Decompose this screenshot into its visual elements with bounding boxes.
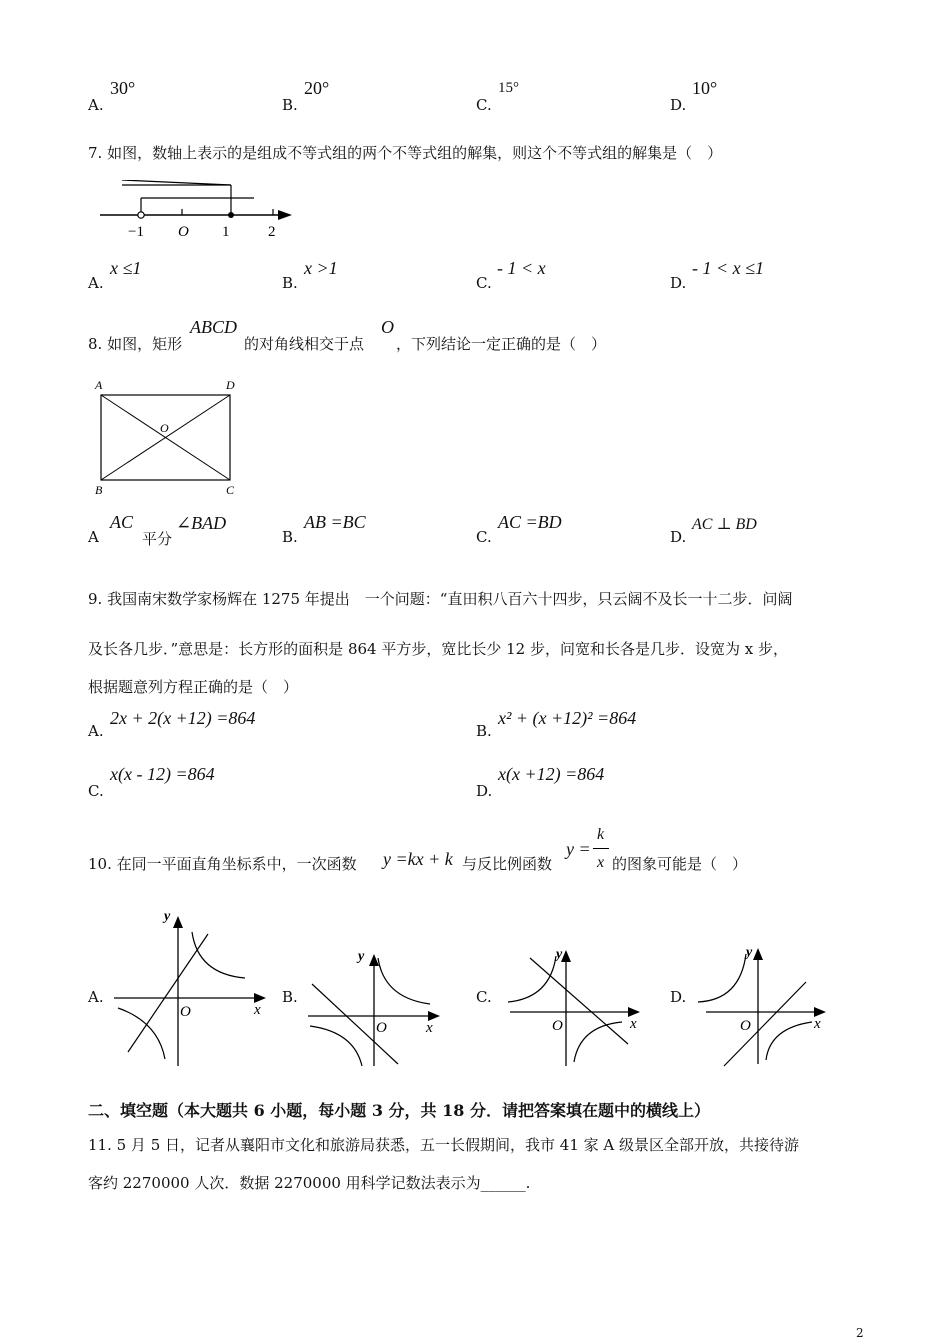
- q7-axis-arrow: [278, 210, 292, 220]
- q8-vertex-o: O: [160, 421, 169, 435]
- q8-point-name: O: [381, 317, 394, 337]
- q8-option-b-label: B.: [282, 528, 298, 546]
- q7-tick-label-1: 1: [222, 224, 230, 240]
- q6-option-d-value: 10°: [692, 78, 718, 98]
- q10b-origin-label: O: [376, 1020, 387, 1036]
- q6-option-d-label: D.: [670, 96, 687, 114]
- q10-graph-a: [110, 904, 270, 1069]
- q9-line2: 及长各几步．”意思是：长方形的面积是 864 平方步，宽比长少 12 步，问宽和长各是几步．设宽为 x 步，: [88, 640, 788, 658]
- q10d-y-arrow: [753, 948, 763, 960]
- q10-graph-c: [500, 940, 646, 1070]
- q10-inv-num: k: [597, 826, 605, 843]
- q10a-origin-label: O: [180, 1004, 191, 1020]
- q10a-hyperbola-q3: [118, 1008, 165, 1059]
- q8-option-a-extra: 平分: [142, 530, 173, 548]
- q10-inv-den: x: [597, 854, 605, 871]
- q6-option-c-value: 15°: [498, 80, 519, 96]
- q10b-y-label: y: [358, 949, 365, 964]
- q9-option-d-label: D.: [476, 782, 493, 800]
- q8-vertex-d: D: [226, 378, 235, 392]
- q10a-line: [128, 934, 208, 1052]
- q8-stem-post: ，下列结论一定正确的是（ ）: [396, 335, 607, 353]
- q7-option-b-label: B.: [282, 274, 298, 292]
- q10b-x-label: x: [426, 1020, 433, 1036]
- q10a-y-arrow: [173, 916, 183, 928]
- q8-option-c-label: C.: [476, 528, 492, 546]
- q9-line1: 9. 我国南宋数学家杨辉在 1275 年提出 一个问题：“直田积八百六十四步，只云阔不及长一十二步．问阔: [88, 590, 793, 608]
- q10-graph-d: [694, 938, 834, 1068]
- q8-option-a-label: A: [88, 528, 99, 546]
- q8-stem-pre: 8. 如图，矩形: [88, 335, 183, 353]
- q7-tick-label-o: O: [178, 224, 189, 240]
- q7-option-c-label: C.: [476, 274, 492, 292]
- q8-vertex-c: C: [226, 483, 235, 497]
- q10-option-d-label: D.: [670, 988, 687, 1006]
- q8-rectangle-figure: [92, 376, 242, 498]
- q10-option-c-label: C.: [476, 988, 492, 1006]
- q10-stem-pre: 10. 在同一平面直角坐标系中，一次函数: [88, 855, 357, 873]
- q8-stem-mid: 的对角线相交于点: [244, 335, 365, 353]
- q10c-x-label: x: [630, 1016, 637, 1032]
- q8-vertex-a: A: [95, 378, 103, 392]
- q10d-hyperbola-q2: [698, 954, 746, 1002]
- q10-fraction-bar: [593, 848, 609, 849]
- q7-bracket-top: [122, 180, 231, 185]
- q7-tick-label-2: 2: [268, 224, 276, 240]
- q8-vertex-b: B: [95, 483, 103, 497]
- q10-stem-post: 的图象可能是（ ）: [612, 855, 748, 873]
- q10d-x-label: x: [814, 1016, 821, 1032]
- q10d-origin-label: O: [740, 1018, 751, 1034]
- q7-number-line: [98, 180, 298, 240]
- page-number: 2: [856, 1326, 864, 1340]
- q7-tick-label-neg1: −1: [128, 224, 144, 240]
- q8-option-a-value2: ∠BAD: [176, 513, 227, 533]
- q8-option-a-value: AC: [110, 512, 134, 532]
- q10b-hyperbola-q1: [378, 958, 430, 1004]
- q11-line1: 11. 5 月 5 日，记者从襄阳市文化和旅游局获悉，五一长假期间，我市 41 家 A 级景区全部开放，共接待游: [88, 1136, 800, 1154]
- q10a-x-label: x: [254, 1002, 261, 1018]
- q9-option-b-label: B.: [476, 722, 492, 740]
- q7-option-d-label: D.: [670, 274, 687, 292]
- q8-option-d-label: D.: [670, 528, 687, 546]
- q9-line3: 根据题意列方程正确的是（ ）: [88, 678, 299, 696]
- q10c-hyperbola-q4: [574, 1022, 622, 1062]
- q11-line2: 客约 2270000 人次．数据 2270000 用科学记数法表示为______.: [88, 1174, 531, 1192]
- q9-option-b-value: x² + (x +12)² =864: [498, 708, 637, 728]
- q6-option-a-value: 30°: [110, 78, 136, 98]
- q7-option-d-value: - 1 < x ≤1: [692, 258, 765, 278]
- q10-linear-fn: y =kx + k: [383, 849, 453, 869]
- q8-option-b-value: AB =BC: [304, 512, 366, 532]
- q10c-y-arrow: [561, 950, 571, 962]
- q9-option-c-value: x(x - 12) =864: [110, 764, 215, 784]
- q7-option-b-value: x >1: [304, 258, 338, 278]
- q7-closed-dot: [228, 212, 234, 218]
- q10d-line: [724, 982, 806, 1066]
- q7-option-a-label: A.: [88, 274, 104, 292]
- q7-open-dot: [138, 212, 144, 218]
- q10d-y-label: y: [746, 945, 753, 960]
- q6-option-a-label: A.: [88, 96, 104, 114]
- q6-option-b-value: 20°: [304, 78, 330, 98]
- q10-option-b-label: B.: [282, 988, 298, 1006]
- q10b-hyperbola-q3: [310, 1026, 362, 1066]
- q9-option-a-label: A.: [88, 722, 104, 740]
- q9-option-c-label: C.: [88, 782, 104, 800]
- q8-rect-name: ABCD: [190, 317, 237, 337]
- q9-option-d-value: x(x +12) =864: [498, 764, 605, 784]
- q10a-hyperbola-q1: [192, 932, 245, 978]
- q10-option-a-label: A.: [88, 988, 104, 1006]
- q10c-hyperbola-q2: [508, 956, 556, 1002]
- q10b-y-arrow: [369, 954, 379, 966]
- q7-option-c-value: - 1 < x: [497, 258, 546, 278]
- q7-option-a-value: x ≤1: [110, 258, 142, 278]
- q7-stem: 7. 如图，数轴上表示的是组成不等式组的两个不等式组的解集，则这个不等式组的解集是（ ）: [88, 144, 723, 162]
- q10-graph-b: [304, 940, 444, 1070]
- q10a-y-label: y: [164, 909, 171, 924]
- q10c-line: [530, 958, 628, 1044]
- q6-option-b-label: B.: [282, 96, 298, 114]
- q10c-y-label: y: [556, 947, 563, 962]
- q10d-hyperbola-q4: [766, 1022, 812, 1060]
- q10-inv-y: y =: [566, 839, 591, 859]
- q9-option-a-value: 2x + 2(x +12) =864: [110, 708, 256, 728]
- q8-option-d-value: AC ⊥ BD: [692, 516, 757, 533]
- q10c-origin-label: O: [552, 1018, 563, 1034]
- q6-option-c-label: C.: [476, 96, 492, 114]
- q10-stem-mid: 与反比例函数: [462, 855, 553, 873]
- section2-title: 二、填空题（本大题共 6 小题，每小题 3 分，共 18 分．请把答案填在题中的横线上）: [88, 1101, 710, 1120]
- q8-option-c-value: AC =BD: [498, 512, 562, 532]
